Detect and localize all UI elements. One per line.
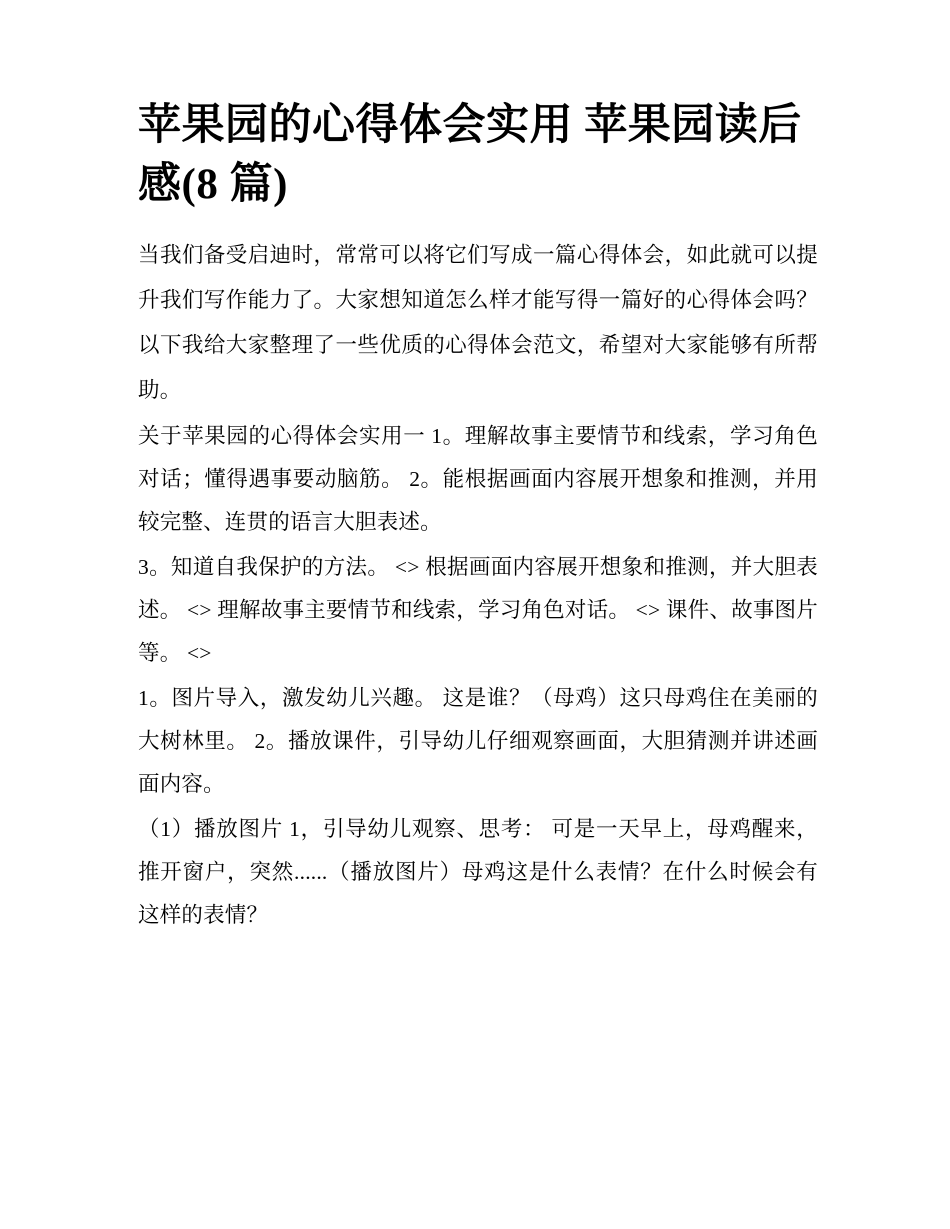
paragraph-section-3: 1。图片导入，激发幼儿兴趣。 这是谁？（母鸡）这只母鸡住在美丽的大树林里。 2。播放课件，引导幼儿仔细观察画面，大胆猜测并讲述画面内容。 bbox=[138, 686, 818, 797]
paragraph-intro: 当我们备受启迪时，常常可以将它们写成一篇心得体会，如此就可以提升我们写作能力了。大家想知道怎么样才能写得一篇好的心得体会吗？以下我给大家整理了一些优质的心得体会范文，希望对大家能够有所帮助。 bbox=[138, 242, 818, 403]
paragraph-section-2: 3。知道自我保护的方法。 <> 根据画面内容展开想象和推测，并大胆表述。 <> 理解故事主要情节和线索，学习角色对话。 <> 课件、故事图片等。 <> bbox=[138, 555, 818, 666]
page-title: 苹果园的心得体会实用 苹果园读后感(8 篇) bbox=[138, 102, 802, 209]
paragraph-section-4: （1）播放图片 1，引导幼儿观察、思考： 可是一天早上，母鸡醒来，推开窗户，突然......（播放图片）母鸡这是什么表情？在什么时候会有这样的表情？ bbox=[138, 817, 818, 928]
paragraph-section-1: 关于苹果园的心得体会实用一 1。理解故事主要情节和线索，学习角色对话；懂得遇事要动脑筋。 2。能根据画面内容展开想象和推测，并用较完整、连贯的语言大胆表述。 bbox=[138, 424, 818, 535]
